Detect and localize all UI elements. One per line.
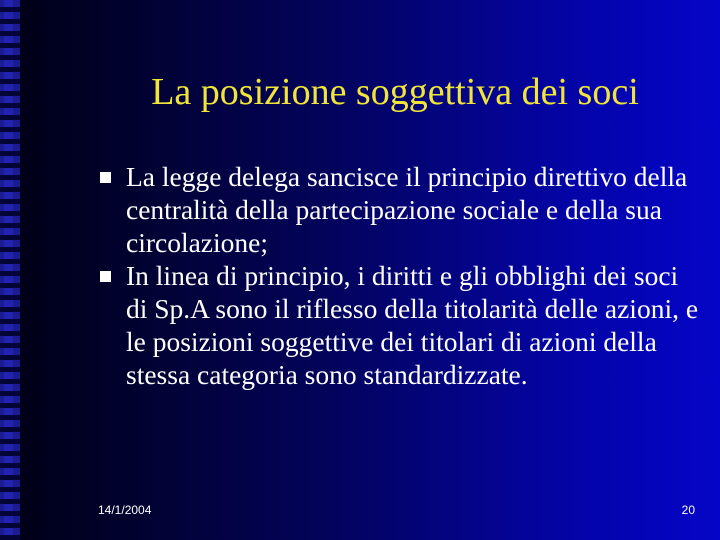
bullet-list [96,160,706,391]
square-bullet-icon [100,271,111,282]
decorative-strip-highlight [4,0,13,540]
bullet-item [96,160,706,259]
page-number: 20 [681,503,695,517]
slide-title: La posizione soggettiva dei soci [151,71,639,113]
bullet-text: La legge delega sancisce il principio direttivo della centralità della partecipazione sociale e della sua circolazione; [126,161,688,258]
footer-date: 14/1/2004 [98,503,152,517]
bullet-item [96,259,706,391]
bullet-text: In linea di principio, i diritti e gli obblighi dei soci di Sp.A sono il riflesso della titolarità delle azioni, e le posizioni soggettive dei titolari di azioni della stessa categoria sono standardizzate. [126,260,699,390]
square-bullet-icon [100,172,111,183]
